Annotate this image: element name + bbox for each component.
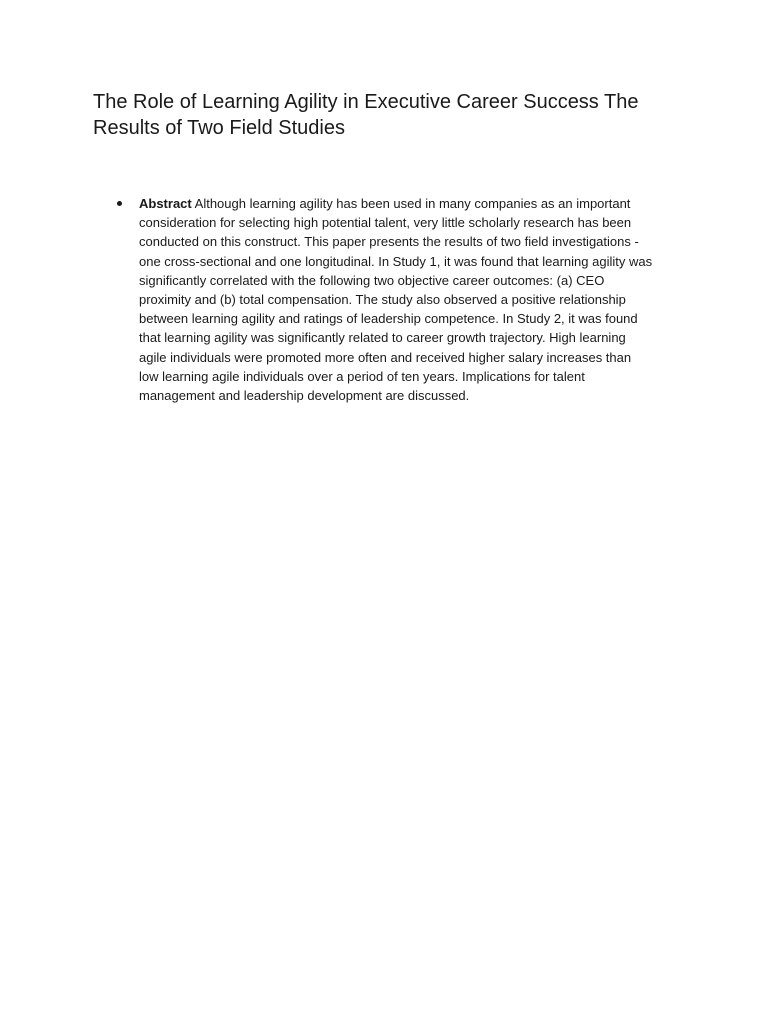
document-title: The Role of Learning Agility in Executive Career Success The Results of Two Field Studies [93,91,639,139]
abstract-body: Although learning agility has been used in many companies as an important consideration for selecting high potential talent, very little scholarly research has been conducted on this construct. This paper presents the results of two field investigations -one cross-sectional and one longitudinal. In Study 1, it was found that learning agility was significantly correlated with the following two objective career outcomes: (a) CEO proximity and (b) total compensation. The study also observed a positive relationship between learning agility and ratings of leadership competence. In Study 2, it was found that learning agility was significantly related to career growth trajectory. High learning agile individuals were promoted more often and received higher salary increases than low learning agile individuals over a period of ten years. Implications for talent management and leadership development are discussed. [139,196,653,404]
abstract-paragraph [139,194,654,405]
abstract-list-item [114,194,654,405]
abstract-list [114,194,654,405]
abstract-label: Abstract [139,196,192,211]
bullet-icon [117,201,122,206]
